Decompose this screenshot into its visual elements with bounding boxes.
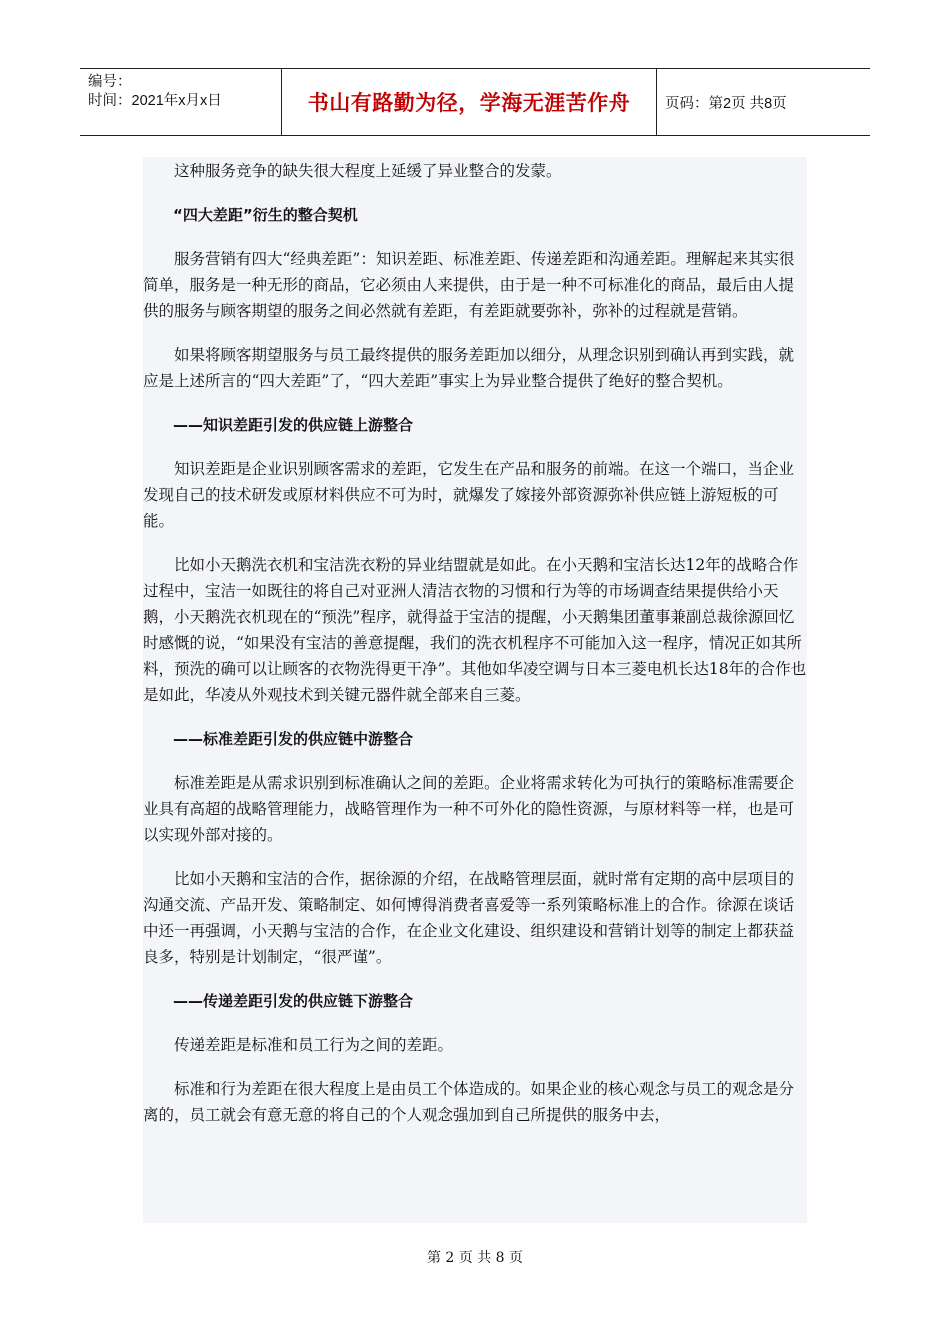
section-heading: “四大差距”衍生的整合契机 <box>173 206 358 224</box>
header-page-code: 页码：第2页 共8页 <box>665 95 787 112</box>
page-footer: 第 2 页 共 8 页 <box>426 1250 524 1266</box>
section-heading: ——知识差距引发的供应链上游整合 <box>173 416 414 434</box>
header-motto: 书山有路勤为径，学海无涯苦作舟 <box>282 69 657 135</box>
paragraph: 标准和行为差距在很大程度上是由员工个体造成的。如果企业的核心观念与员工的观念是分离的，员工就会有意无意的将自己的个人观念强加到自己所提供的服务中去， <box>143 1080 795 1124</box>
paragraph: 比如小天鹅洗衣机和宝洁洗衣粉的异业结盟就是如此。在小天鹅和宝洁长达12年的战略合作过程中，宝洁一如既往的将自己对亚洲人清洁衣物的习惯和行为等的市场调查结果提供给小天鹅，小天鹅洗衣机现在的“预洗”程序，就得益于宝洁的提醒，小天鹅集团董事兼副总裁徐源回忆时感慨的说，“如果没有宝洁的善意提醒，我们的洗衣机程序不可能加入这一程序，情况正如其所料，预洗的确可以让顾客的衣物洗得更干净”。其他如华凌空调与日本三菱电机长达18年的合作也是如此，华凌从外观技术到关键元器件就全部来自三菱。 <box>143 556 807 704</box>
paragraph: 传递差距是标准和员工行为之间的差距。 <box>174 1036 454 1054</box>
number-label: 编号： <box>88 74 132 90</box>
paragraph: 如果将顾客期望服务与员工最终提供的服务差距加以细分，从理念识别到确认再到实践，就应是上述所言的“四大差距”了，“四大差距”事实上为异业整合提供了绝好的整合契机。 <box>143 346 795 390</box>
section-heading: ——传递差距引发的供应链下游整合 <box>173 992 414 1010</box>
paragraph: 服务营销有四大“经典差距”：知识差距、标准差距、传递差距和沟通差距。理解起来其实很简单，服务是一种无形的商品，它必须由人来提供，由于是一种不可标准化的商品，最后由人提供的服务与顾客期望的服务之间必然就有差距，有差距就要弥补，弥补的过程就是营销。 <box>143 250 795 320</box>
paragraph: 这种服务竞争的缺失很大程度上延缓了异业整合的发蒙。 <box>174 162 562 180</box>
time-label: 时间：2021年x月x日 <box>88 93 222 109</box>
paragraph: 比如小天鹅和宝洁的合作，据徐源的介绍，在战略管理层面，就时常有定期的高中层项目的沟通交流、产品开发、策略制定、如何博得消费者喜爱等一系列策略标准上的合作。徐源在谈话中还一再强调，小天鹅与宝洁的合作，在企业文化建设、组织建设和营销计划等的制定上都获益良多，特别是计划制定，“很严谨”。 <box>143 870 795 966</box>
document-body <box>143 157 807 1223</box>
paragraph: 标准差距是从需求识别到标准确认之间的差距。企业将需求转化为可执行的策略标准需要企业具有高超的战略管理能力，战略管理作为一种不可外化的隐性资源，与原材料等一样，也是可以实现外部对接的。 <box>143 774 795 844</box>
page-header <box>80 68 870 136</box>
header-meta <box>80 69 282 135</box>
section-heading: ——标准差距引发的供应链中游整合 <box>173 730 414 748</box>
paragraph: 知识差距是企业识别顾客需求的差距，它发生在产品和服务的前端。在这一个端口，当企业发现自己的技术研发或原材料供应不可为时，就爆发了嫁接外部资源弥补供应链上游短板的可能。 <box>143 460 795 530</box>
